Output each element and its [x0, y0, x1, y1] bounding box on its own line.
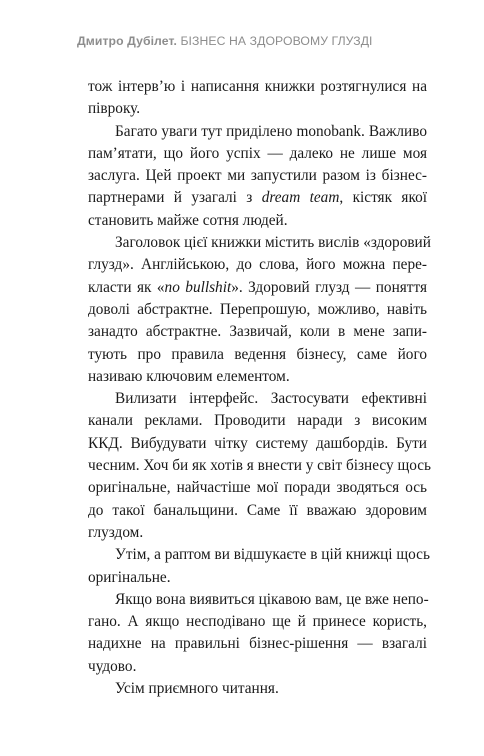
paragraph	[88, 678, 427, 700]
body-text	[88, 76, 432, 700]
text-line: оригінальне.	[88, 568, 171, 586]
text-line: становить майже сотня людей.	[88, 211, 288, 229]
italic-term: no bullshit	[164, 278, 232, 296]
text-run: ». Здоровий глузд — поняття	[231, 278, 427, 296]
running-head-author: Дмитро Дубілет.	[77, 34, 177, 48]
text-line: оригінальне, найчастіше мої поради зводяться ось	[88, 479, 427, 497]
text-line: заслуга. Цей проект ми запустили разом із бізнес-	[88, 167, 427, 185]
italic-term: dream team	[261, 189, 340, 207]
text-line: тож інтерв’ю і написання книжки розтягнулися на	[88, 78, 427, 95]
text-line: ККД. Вибудувати чітку систему дашбордів. Бути	[88, 434, 427, 452]
running-head-title: БІЗНЕС НА ЗДОРОВОМУ ГЛУЗДІ	[180, 34, 373, 48]
paragraph	[88, 121, 427, 232]
text-line: канали реклами. Проводити наради з високим	[88, 412, 427, 430]
text-line: пам’ятати, що його успіх — далеко не лише моя	[88, 144, 427, 162]
text-line: Якщо вона виявиться цікавою вам, це вже непо-	[115, 590, 429, 608]
paragraph	[88, 232, 431, 388]
text-line: Багато уваги тут приділено monobank. Важливо	[115, 122, 427, 140]
text-line: Усім приємного читання.	[115, 680, 279, 698]
text-line: півроку.	[88, 100, 141, 118]
text-line: глуздом.	[88, 523, 144, 541]
text-line	[88, 187, 427, 209]
text-line: доволі абстрактне. Перепрошую, можливо, навіть	[88, 300, 427, 318]
paragraph	[88, 544, 430, 589]
text-line: чудово.	[88, 657, 137, 675]
text-line: Утім, а раптом ви відшукаєте в цій книжці щось	[115, 546, 430, 564]
text-line	[88, 277, 427, 299]
text-line: називаю ключовим елементом.	[88, 367, 290, 385]
text-line: гано. А якщо несподівано ще й принесе користь,	[88, 613, 427, 631]
paragraph	[88, 388, 432, 544]
text-line: глузд». Англійською, до слова, його можна пере-	[88, 256, 427, 274]
text-line: надихне на правильні бізнес-рішення — взагалі	[88, 635, 427, 653]
text-run: партнерами й узагалі з	[88, 189, 262, 207]
text-line: Вилизати інтерфейс. Застосувати ефективні	[115, 390, 427, 408]
text-line: занадто абстрактне. Зазвичай, коли в мене запи-	[88, 323, 427, 341]
paragraph	[88, 76, 427, 121]
text-line: тують про правила ведення бізнесу, саме його	[88, 345, 427, 363]
paragraph	[88, 589, 427, 678]
text-line: Заголовок цієї книжки містить вислів «здоровий	[115, 234, 431, 252]
text-run: класти як «	[88, 278, 165, 296]
text-run: , кістяк якої	[339, 189, 428, 207]
running-head	[77, 34, 373, 48]
text-line: чесним. Хоч би як хотів я внести у світ бізнесу щось	[88, 457, 432, 475]
text-line: до такої банальщини. Саме її вважаю здоровим	[88, 501, 427, 519]
